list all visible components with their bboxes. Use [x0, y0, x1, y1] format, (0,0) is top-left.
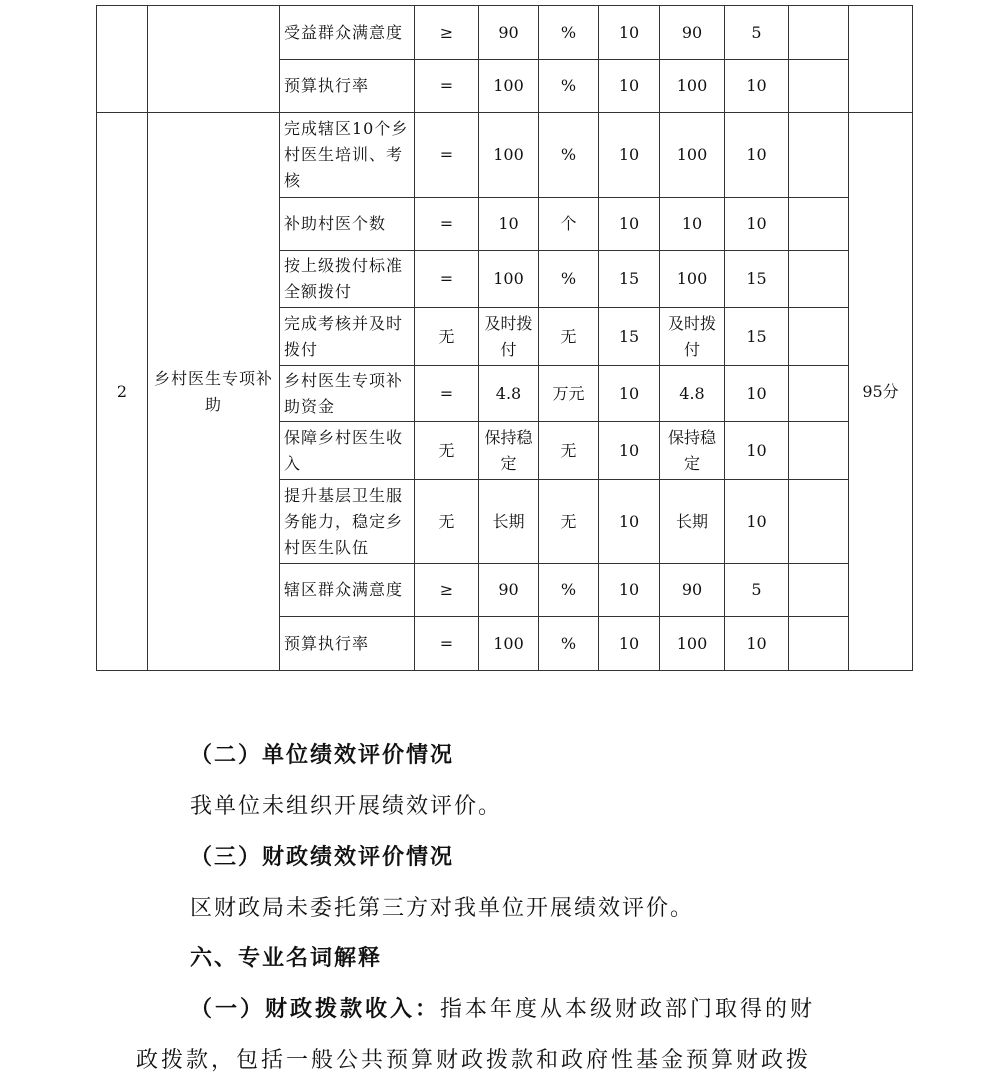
section-heading-finance-evaluation: （三）财政绩效评价情况	[190, 844, 455, 870]
operator-cell: =	[415, 617, 479, 671]
operator-cell: ≥	[415, 564, 479, 617]
weight-cell: 15	[599, 251, 660, 308]
note-cell	[789, 198, 849, 251]
target-value-cell: 90	[479, 6, 539, 60]
indicator-cell: 预算执行率	[280, 617, 415, 671]
actual-value-cell: 4.8	[660, 366, 725, 422]
paragraph-unit-evaluation: 我单位未组织开展绩效评价。	[190, 794, 503, 819]
term-definition-text: 指本年度从本级财政部门取得的财	[440, 997, 816, 1022]
unit-cell: %	[539, 113, 599, 198]
weight-cell: 15	[599, 308, 660, 366]
term-definition-line-1	[190, 992, 815, 1023]
note-cell	[789, 617, 849, 671]
actual-value-cell: 10	[660, 198, 725, 251]
score-cell: 5	[725, 6, 789, 60]
unit-cell: %	[539, 564, 599, 617]
indicator-cell: 乡村医生专项补助资金	[280, 366, 415, 422]
actual-value-cell: 90	[660, 6, 725, 60]
weight-cell: 10	[599, 480, 660, 564]
indicator-cell: 按上级拨付标准全额拨付	[280, 251, 415, 308]
operator-cell: 无	[415, 480, 479, 564]
score-cell: 10	[725, 113, 789, 198]
operator-cell: =	[415, 251, 479, 308]
weight-cell: 10	[599, 113, 660, 198]
operator-cell: =	[415, 113, 479, 198]
section-heading-unit-evaluation: （二）单位绩效评价情况	[190, 742, 455, 768]
operator-cell: 无	[415, 422, 479, 480]
indicator-cell: 受益群众满意度	[280, 6, 415, 60]
unit-cell: 万元	[539, 366, 599, 422]
indicator-cell: 辖区群众满意度	[280, 564, 415, 617]
unit-cell: 无	[539, 308, 599, 366]
score-cell: 10	[725, 422, 789, 480]
target-value-cell: 90	[479, 564, 539, 617]
unit-cell: 个	[539, 198, 599, 251]
unit-cell: %	[539, 60, 599, 113]
weight-cell: 10	[599, 422, 660, 480]
score-cell: 10	[725, 198, 789, 251]
indicator-cell: 完成考核并及时拨付	[280, 308, 415, 366]
unit-cell: 无	[539, 422, 599, 480]
operator-cell: ≥	[415, 6, 479, 60]
project-name-cell: 乡村医生专项补助	[148, 113, 280, 671]
operator-cell: =	[415, 198, 479, 251]
indicator-cell: 预算执行率	[280, 60, 415, 113]
score-cell: 10	[725, 480, 789, 564]
weight-cell: 10	[599, 60, 660, 113]
target-value-cell: 10	[479, 198, 539, 251]
total-score-cell	[849, 6, 913, 113]
actual-value-cell: 100	[660, 60, 725, 113]
weight-cell: 10	[599, 6, 660, 60]
actual-value-cell: 100	[660, 113, 725, 198]
score-cell: 10	[725, 617, 789, 671]
target-value-cell: 保持稳定	[479, 422, 539, 480]
actual-value-cell: 90	[660, 564, 725, 617]
note-cell	[789, 251, 849, 308]
target-value-cell: 长期	[479, 480, 539, 564]
score-cell: 5	[725, 564, 789, 617]
note-cell	[789, 366, 849, 422]
indicator-cell: 补助村医个数	[280, 198, 415, 251]
term-label: （一）财政拨款收入：	[190, 996, 441, 1022]
note-cell	[789, 113, 849, 198]
score-cell: 15	[725, 251, 789, 308]
note-cell	[789, 422, 849, 480]
actual-value-cell: 保持稳定	[660, 422, 725, 480]
indicator-cell: 保障乡村医生收入	[280, 422, 415, 480]
paragraph-finance-evaluation: 区财政局未委托第三方对我单位开展绩效评价。	[190, 896, 695, 921]
unit-cell: %	[539, 251, 599, 308]
target-value-cell: 及时拨付	[479, 308, 539, 366]
note-cell	[789, 480, 849, 564]
project-name-cell	[148, 6, 280, 113]
actual-value-cell: 100	[660, 617, 725, 671]
weight-cell: 10	[599, 564, 660, 617]
unit-cell: %	[539, 617, 599, 671]
weight-cell: 10	[599, 198, 660, 251]
target-value-cell: 100	[479, 60, 539, 113]
indicator-cell: 完成辖区10个乡村医生培训、考核	[280, 113, 415, 198]
actual-value-cell: 长期	[660, 480, 725, 564]
total-score-cell: 95分	[849, 113, 913, 671]
row-number-cell: 2	[97, 113, 148, 671]
unit-cell: %	[539, 6, 599, 60]
target-value-cell: 100	[479, 113, 539, 198]
note-cell	[789, 564, 849, 617]
table-row	[97, 113, 913, 198]
operator-cell: 无	[415, 308, 479, 366]
target-value-cell: 100	[479, 617, 539, 671]
note-cell	[789, 308, 849, 366]
indicator-cell: 提升基层卫生服务能力，稳定乡村医生队伍	[280, 480, 415, 564]
term-definition-line-2: 政拨款，包括一般公共预算财政拨款和政府性基金预算财政拨	[136, 1048, 812, 1073]
note-cell	[789, 60, 849, 113]
score-cell: 10	[725, 60, 789, 113]
table-row	[97, 6, 913, 60]
note-cell	[789, 6, 849, 60]
actual-value-cell: 及时拨付	[660, 308, 725, 366]
row-number-cell	[97, 6, 148, 113]
unit-cell: 无	[539, 480, 599, 564]
score-cell: 15	[725, 308, 789, 366]
performance-table	[96, 5, 913, 671]
weight-cell: 10	[599, 617, 660, 671]
operator-cell: =	[415, 366, 479, 422]
actual-value-cell: 100	[660, 251, 725, 308]
target-value-cell: 100	[479, 251, 539, 308]
operator-cell: =	[415, 60, 479, 113]
section-heading-terms: 六、专业名词解释	[190, 945, 383, 971]
weight-cell: 10	[599, 366, 660, 422]
score-cell: 10	[725, 366, 789, 422]
target-value-cell: 4.8	[479, 366, 539, 422]
